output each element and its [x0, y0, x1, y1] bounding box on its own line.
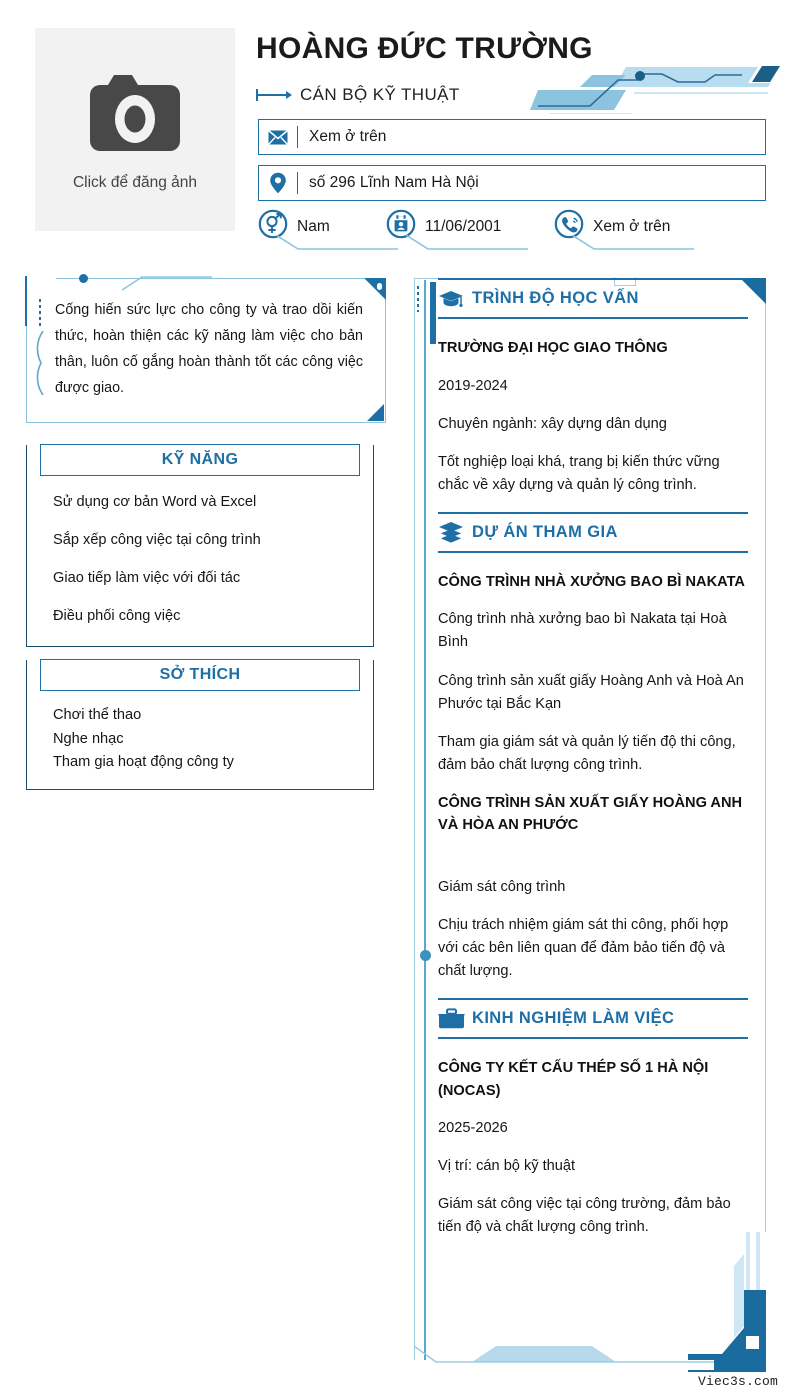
skills-list: [27, 477, 373, 626]
meta-underline-3: [572, 235, 694, 255]
location-pin-icon: [259, 172, 297, 194]
corner-dot-decoration: [377, 283, 382, 290]
list-item: Sử dụng cơ bản Word và Excel: [53, 494, 257, 510]
education-entries: [438, 337, 748, 497]
meta-row: [258, 209, 778, 259]
section-title-experience: KINH NGHIỆM LÀM VIỆC: [472, 1009, 675, 1028]
entry-line: 2019-2024: [438, 377, 508, 394]
page-title: HOÀNG ĐỨC TRƯỜNG: [256, 32, 593, 65]
section-header-education: [438, 278, 748, 319]
watermark: Viec3s.com: [697, 1374, 778, 1389]
hobbies-panel: [26, 660, 374, 790]
entry-heading: TRƯỜNG ĐẠI HỌC GIAO THÔNG: [438, 340, 668, 356]
entry-heading: CÔNG TY KẾT CẤU THÉP SỐ 1 HÀ NỘI (NOCAS): [438, 1060, 709, 1099]
section-header-experience: [438, 998, 748, 1039]
hobbies-list: [27, 692, 373, 775]
list-item: Giao tiếp làm việc với đối tác: [53, 569, 241, 586]
job-title: CÁN BỘ KỸ THUẬT: [300, 85, 460, 104]
camera-icon: [81, 67, 189, 164]
objective-text: Cống hiến sức lực cho công ty và trao dồi kiến thức, hoàn thiện các kỹ năng làm việc cho bản thân, luôn cố gắng hoàn thành tốt các công việc được giao.: [55, 302, 363, 397]
arrow-icon: [256, 89, 292, 101]
skills-title: KỸ NĂNG: [161, 451, 239, 468]
layers-icon: [438, 521, 472, 543]
list-item: Sắp xếp công việc tại công trình: [53, 531, 261, 548]
section-header-projects: [438, 512, 748, 553]
entry-line: Vị trí: cán bộ kỹ thuật: [438, 1158, 576, 1175]
brace-decoration: [33, 331, 45, 395]
list-item: Chơi thể thao: [53, 706, 142, 723]
skills-title-box: [40, 444, 360, 476]
right-content: [438, 278, 748, 1255]
hobbies-title: SỞ THÍCH: [159, 665, 241, 683]
experience-entries: [438, 1057, 748, 1239]
left-accent-block-decoration: [430, 282, 436, 344]
meta-phone-value: Xem ở trên: [593, 217, 671, 235]
spacer: [438, 852, 748, 876]
left-accent-bar-decoration: [424, 280, 426, 1366]
projects-entry-2: [438, 792, 748, 983]
notch-decoration: [26, 278, 56, 288]
entry-heading: CÔNG TRÌNH SẢN XUẤT GIẤY HOÀNG ANH VÀ HÒA AN PHƯỚC: [438, 794, 743, 834]
graduation-cap-icon: [438, 289, 472, 309]
projects-entry-1: [438, 571, 748, 777]
list-item: Tham gia hoạt động công ty: [53, 754, 234, 771]
objective-box: [26, 278, 386, 423]
entry-line: Công trình sản xuất giấy Hoàng Anh và Hoà An Phước tại Bắc Kạn: [438, 672, 744, 712]
contact-address-row[interactable]: [258, 165, 766, 201]
skills-panel: [26, 445, 374, 647]
dotted-line-decoration: [417, 286, 419, 312]
header-decoration: [530, 62, 780, 114]
photo-upload-label: Click để đăng ảnh: [72, 174, 198, 191]
contact-email-row[interactable]: [258, 119, 766, 155]
section-title-projects: DỰ ÁN THAM GIA: [472, 522, 618, 541]
photo-upload-box[interactable]: [35, 28, 235, 231]
meta-gender-value: Nam: [297, 217, 330, 235]
hobbies-title-box: [40, 659, 360, 691]
entry-line: Chịu trách nhiệm giám sát thi công, phối hợp với các bên liên quan để đảm bảo tiến độ và chất lượng.: [438, 916, 729, 980]
entry-line: Giám sát công trình: [438, 878, 566, 895]
list-item: Nghe nhạc: [53, 730, 124, 747]
dot-decoration: [79, 274, 88, 283]
left-column: [26, 278, 394, 790]
contact-email-value: Xem ở trên: [309, 128, 387, 145]
entry-line: Công trình nhà xưởng bao bì Nakata tại Hoà Bình: [438, 611, 727, 651]
corner-triangle-decoration: [364, 278, 386, 300]
entry-line: Chuyên ngành: xây dựng dân dụng: [438, 415, 667, 432]
entry-heading: CÔNG TRÌNH NHÀ XƯỞNG BAO BÌ NAKATA: [438, 573, 745, 590]
meta-birthdate-value: 11/06/2001: [425, 217, 502, 235]
corner-triangle-bottom-decoration: [367, 404, 384, 421]
contact-address-value: số 296 Lĩnh Nam Hà Nội: [309, 174, 479, 191]
meta-underline-2: [406, 235, 528, 255]
job-title-row: [256, 82, 460, 108]
dotted-line-decoration: [39, 299, 41, 327]
timeline-dot-decoration: [420, 950, 431, 961]
envelope-icon: [259, 130, 297, 145]
section-title-education: TRÌNH ĐỘ HỌC VẤN: [472, 289, 639, 307]
entry-line: Tham gia giám sát và quản lý tiến độ thi công, đảm bảo chất lượng công trình.: [438, 733, 736, 773]
entry-line: Tốt nghiệp loại khá, trang bị kiến thức vững chắc về xây dựng và quản lý công trình.: [438, 453, 720, 493]
right-column: [414, 278, 766, 1368]
slash-decoration: [122, 276, 212, 292]
entry-line: 2025-2026: [438, 1120, 508, 1137]
briefcase-icon: [438, 1008, 472, 1030]
meta-underline-1: [276, 235, 398, 255]
cv-header: [0, 0, 800, 268]
entry-line: Giám sát công việc tại công trường, đảm bảo tiến độ và chất lượng công trình.: [438, 1196, 731, 1236]
list-item: Điều phối công việc: [53, 607, 181, 624]
bottom-wave-decoration: [414, 1340, 766, 1372]
